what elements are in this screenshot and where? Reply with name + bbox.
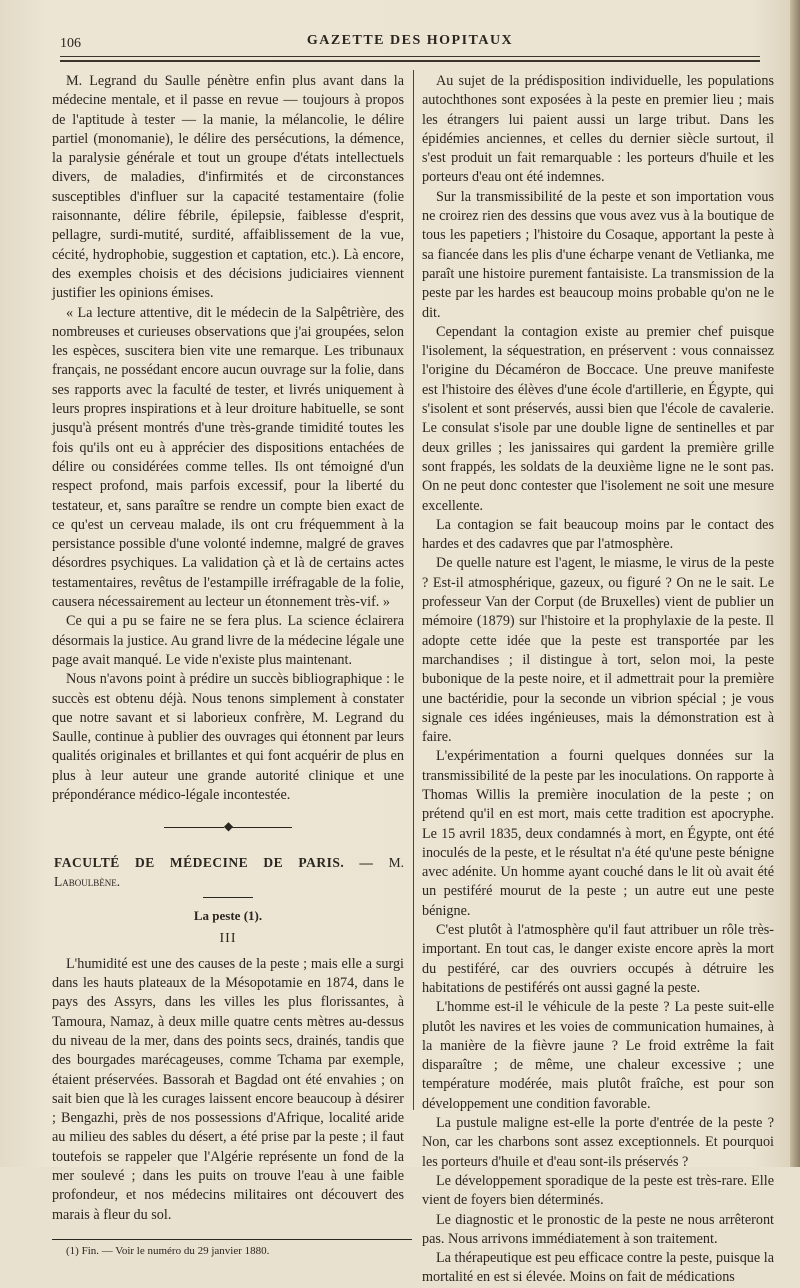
paragraph: La contagion se fait beaucoup moins par le contact des hardes et des cadavres que par l'atmosphère. [422, 516, 774, 553]
column-divider [413, 70, 414, 1110]
paragraph: Sur la transmissibilité de la peste et son importation vous ne croirez rien des dessins que vous avez vus à la boutique de tous les papetiers ; l'histoire du Cosaque, apportant la peste à sa fiancée dans les plis d'une écharpe venant de Vetlianka, me paraît une histoire purement fantaisiste. La transmission de la peste par les hardes est beaucoup moins probable qu'on ne le dit. [422, 188, 774, 321]
paragraph: L'expérimentation a fourni quelques données sur la transmissibilité de la peste par les inoculations. On rapporte à Thomas Willis la première inoculation de la peste ; on prétend qu'il en est mort, mais cette tradition est apocryphe. Le 15 avril 1835, deux condamnés à mort, en Égypte, ont été inoculés de la peste, et le résultat n'a été qu'une peste bénigne avec adénite. Un homme ayant couché dans le lit où avait été un pestiféré mourut de la peste ; un autre eut une peste bénigne. [422, 748, 774, 919]
page-header [60, 30, 760, 54]
page-number: 106 [60, 36, 81, 51]
paragraph: L'homme est-il le véhicule de la peste ? La peste suit-elle plutôt les navires et les voies de communication humaines, à la manière de la fièvre jaune ? Le froid extrême la fait disparaître ; de même, une chaleur excessive ; une température modérée, mais plutôt fraîche, est pour son développement une condition favorable. [422, 999, 774, 1112]
page-edge-shadow [790, 0, 800, 1167]
paragraph: Le diagnostic et le pronostic de la peste ne nous arrêteront pas. Nous arrivons immédiatement à son traitement. [422, 1211, 774, 1247]
right-column [422, 72, 774, 1288]
paragraph: « La lecture attentive, dit le médecin de la Salpêtrière, des nombreuses et curieuses observations que j'ai groupées, selon les espèces, suscitera bien vite une remarque. Les tribunaux français, ne possédant encore aucun ouvrage sur la folie, dans ses rapports avec la faculté de tester, et livrés uniquement à leurs propres inspirations et à leur droiture habituelle, se sont jusqu'à présent montrés d'une très-grande timidité toutes les fois qu'ils ont eu à apprécier des dispositions entachées de délire ou considérées comme telles. Ils ont témoigné d'un respect profond, mais parfois excessif, pour la liberté du testateur, et, sans paraître se rendre un compte bien exact de ce qu'est un cerveau malade, ils ont cru fréquemment à la persistance possible d'une volonté indemne, malgré de graves désordres psychiques. La validation çà et là de certains actes testamentaires, revêtus de l'estampille irréfragable de la folie, causera nécessairement au lecteur un étonnement très-vif. » [52, 304, 404, 611]
article-part-number: III [219, 931, 237, 947]
paragraph: C'est plutôt à l'atmosphère qu'il faut attribuer un rôle très-important. En tout cas, le danger existe encore après la mort du pestiféré, car des ouvriers occupés à détruire les habitations de pestiférés ont aussi gagné la peste. [422, 922, 774, 996]
paragraph: La thérapeutique est peu efficace contre la peste, puisque la mortalité en est si élevée. Moins on fait de médications [422, 1250, 774, 1286]
article-title: La peste (1). [193, 908, 263, 924]
left-column [52, 72, 404, 1258]
section-author: M. Laboulbène. [54, 854, 404, 889]
section-heading-title: FACULTÉ DE MÉDECINE DE PARIS. — [54, 854, 374, 870]
short-divider [203, 897, 253, 898]
paragraph: Ce qui a pu se faire ne se fera plus. La science éclairera désormais la justice. Au grand livre de la médecine légale une page avait manqué. Le vide n'existe plus maintenant. [52, 613, 404, 668]
section-ornament: ◆ [52, 817, 404, 836]
paragraph: De quelle nature est l'agent, le miasme, le virus de la peste ? Est-il atmosphérique, gazeux, ou figuré ? On ne le sait. Le professeur Van der Corput (de Bruxelles) vient de publier un mémoire (1879) sur l'histoire et la prophylaxie de la peste. Il adopte cette idée que la peste est transportée par les marchandises ; il distingue à tort, selon moi, la peste bubonique de la peste noire, et il admettrait pour la première une bactéridie, pour la seconde un vibrion spécial ; je vous signale ces idées ingénieuses, mais la démonstration est à faire. [422, 555, 774, 746]
header-rule-bottom [60, 60, 760, 62]
paragraph: Au sujet de la prédisposition individuelle, les populations autochthones sont exposées à la peste en premier lieu ; mais les étrangers lui paient aussi un large tribut. Dans les épidémies anciennes, et celles du dernier siècle surtout, il s'est produit un fait remarquable : les porteurs d'huile et les porteurs d'eau ont été indemnes. [422, 73, 774, 186]
paragraph: Nous n'avons point à prédire un succès bibliographique : le succès est obtenu déjà. Nous tenons simplement à constater que notre savant et si laborieux confrère, M. Legrand du Saulle, continue à publier des ouvrages qui étonnent par leurs qualités originales et brillantes et qui font acquérir de plus en plus à leur auteur une grande autorité clinique et une prépondérance médico-légale incontestée. [52, 671, 404, 803]
footnote-divider [52, 1239, 412, 1240]
paragraph: M. Legrand du Saulle pénètre enfin plus avant dans la médecine mentale, et il passe en revue — toujours à propos de l'aptitude à tester — la manie, la mélancolie, le délire partiel (monomanie), le délire des persécutions, la démence, la paralysie générale et tout un groupe d'états intellectuels divers, de maladies, d'infirmités et de circonstances susceptibles d'influer sur la capacité testamentaire (folie raisonnante, délire fébrile, épilepsie, faiblesse d'esprit, pellagre, surdi-mutité, surdité, affaiblissement de la vue, cécité, hydrophobie, suggestion et captation, etc.). Là encore, des exemples choisis et des décisions judiciaires viennent justifier les opinions émises. [52, 73, 404, 302]
footnote: (1) Fin. — Voir le numéro du 29 janvier 1880. [66, 1244, 270, 1257]
paragraph: La pustule maligne est-elle la porte d'entrée de la peste ? Non, car les charbons sont assez exceptionnels. Et pourquoi les porteurs d'huile et d'eau sont-ils préservés ? [422, 1115, 774, 1170]
paragraph: Le développement sporadique de la peste est très-rare. Elle vient de foyers bien déterminés. [422, 1172, 774, 1209]
section-heading [54, 853, 404, 892]
journal-title: GAZETTE DES HOPITAUX [306, 33, 514, 48]
paragraph: L'humidité est une des causes de la peste ; mais elle a surgi dans les hauts plateaux de la Mésopotamie en 1874, dans le pays des Assyrs, dans les villes les plus florissantes, à Tamoura, Namaz, à deux mille quatre cents mètres au-dessus du niveau de la mer, dans des points secs, drainés, tandis que des bourgades marécageuses, comme Tchama par exemple, étaient préservées. Bassorah et Bagdad ont été envahies ; on sait bien que là les curages laissent encore beaucoup à désirer ; Bengazhi, près de nos possessions d'Afrique, localité aride au milieu des sables du désert, a été prise par la peste ; il faut toutefois se rappeler que l'Algérie représente un fond de la mer soulevé ; dans les puits on trouve l'eau à une faible profondeur, et nos médecins militaires ont découvert des marais à fleur du sol. [52, 955, 404, 1223]
header-rule-top [60, 56, 760, 57]
paragraph: Cependant la contagion existe au premier chef puisque l'isolement, la séquestration, en préservent : vous connaissez l'origine du Décaméron de Boccace. Une preuve manifeste est l'histoire des élèves d'une école d'artillerie, en Égypte, qui s'isolent et sont préservés, aussi bien que l'école de cavalerie. Le consulat s'isole par une double ligne de sentinelles et par deux grilles ; les janissaires qui gardent la première grille sont frappés, les soldats de la deuxième ligne ne le sont pas. On ne peut donc contester que l'isolement ne soit une mesure excellente. [422, 323, 774, 514]
